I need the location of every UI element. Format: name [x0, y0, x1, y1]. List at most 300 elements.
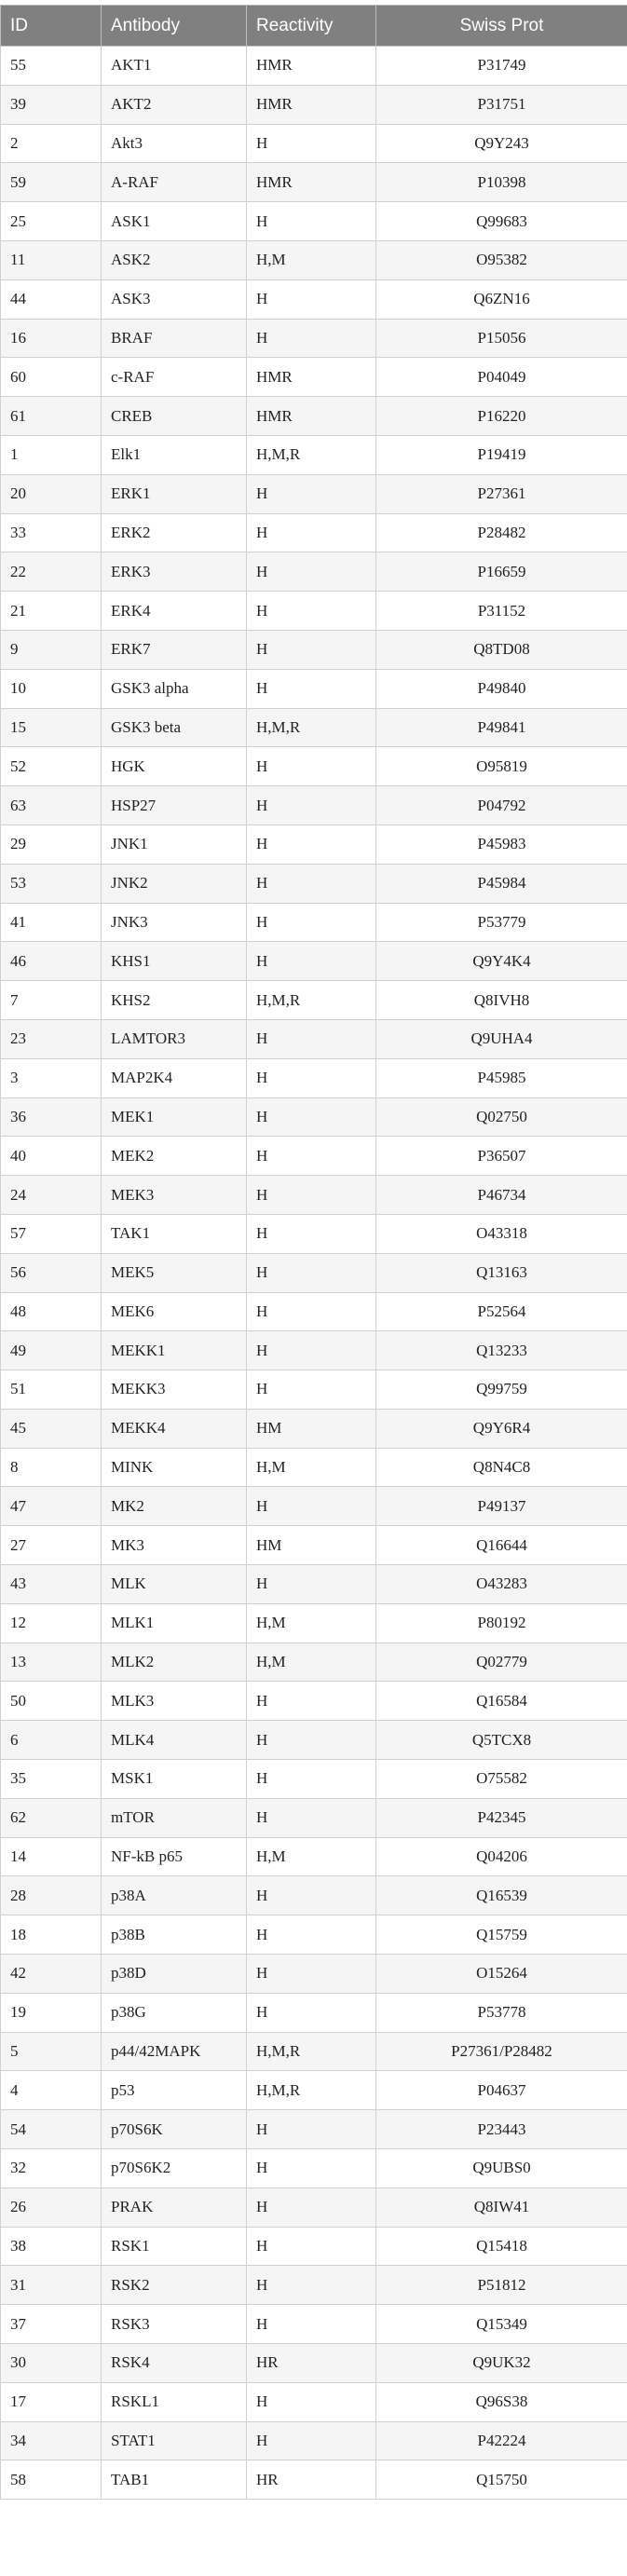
cell-antibody: MK2: [102, 1487, 247, 1526]
table-row: [1, 1603, 627, 1642]
table-row: [1, 124, 627, 163]
cell-id: 3: [1, 1058, 102, 1097]
cell-antibody: Elk1: [102, 435, 247, 474]
cell-reactivity: HMR: [247, 85, 376, 124]
table-row: [1, 1487, 627, 1526]
cell-swiss-prot: Q9UBS0: [376, 2149, 627, 2188]
cell-id: 17: [1, 2382, 102, 2421]
cell-antibody: p38A: [102, 1876, 247, 1915]
cell-swiss-prot: Q8IW41: [376, 2188, 627, 2227]
cell-id: 13: [1, 1642, 102, 1682]
cell-reactivity: H: [247, 1176, 376, 1215]
cell-antibody: RSK4: [102, 2344, 247, 2383]
cell-id: 48: [1, 1292, 102, 1331]
cell-swiss-prot: P49840: [376, 669, 627, 708]
table-row: [1, 1409, 627, 1448]
cell-swiss-prot: Q13233: [376, 1331, 627, 1370]
cell-id: 38: [1, 2227, 102, 2266]
table-row: [1, 1137, 627, 1176]
cell-antibody: LAMTOR3: [102, 1019, 247, 1058]
cell-antibody: ERK3: [102, 552, 247, 592]
table-row: [1, 981, 627, 1020]
cell-swiss-prot: O75582: [376, 1760, 627, 1799]
cell-swiss-prot: O95382: [376, 240, 627, 279]
cell-antibody: ERK1: [102, 474, 247, 513]
table-row: [1, 1565, 627, 1604]
cell-antibody: AKT2: [102, 85, 247, 124]
table-row: [1, 1955, 627, 1994]
cell-antibody: MSK1: [102, 1760, 247, 1799]
cell-swiss-prot: P42345: [376, 1798, 627, 1837]
cell-swiss-prot: Q6ZN16: [376, 279, 627, 319]
table-row: [1, 1176, 627, 1215]
cell-reactivity: HR: [247, 2460, 376, 2500]
cell-antibody: MEK5: [102, 1253, 247, 1292]
cell-reactivity: H: [247, 2421, 376, 2460]
table-row: [1, 474, 627, 513]
table-row: [1, 1721, 627, 1760]
cell-antibody: GSK3 beta: [102, 708, 247, 747]
table-row: [1, 2266, 627, 2305]
cell-reactivity: H: [247, 513, 376, 552]
header-id: ID: [1, 6, 102, 47]
cell-reactivity: H,M: [247, 1642, 376, 1682]
table-row: [1, 2305, 627, 2344]
table-row: [1, 708, 627, 747]
cell-swiss-prot: P27361/P28482: [376, 2032, 627, 2071]
cell-reactivity: H: [247, 825, 376, 864]
cell-reactivity: H: [247, 1915, 376, 1955]
cell-id: 42: [1, 1955, 102, 1994]
cell-reactivity: HM: [247, 1409, 376, 1448]
cell-antibody: ASK3: [102, 279, 247, 319]
cell-id: 47: [1, 1487, 102, 1526]
table-row: [1, 1760, 627, 1799]
cell-id: 11: [1, 240, 102, 279]
cell-swiss-prot: Q15759: [376, 1915, 627, 1955]
cell-id: 37: [1, 2305, 102, 2344]
table-row: [1, 2460, 627, 2500]
cell-swiss-prot: O95819: [376, 747, 627, 786]
table-row: [1, 85, 627, 124]
table-row: [1, 2110, 627, 2149]
cell-id: 10: [1, 669, 102, 708]
cell-reactivity: H: [247, 1682, 376, 1721]
table-row: [1, 279, 627, 319]
cell-reactivity: H: [247, 1137, 376, 1176]
cell-antibody: NF-kB p65: [102, 1837, 247, 1876]
cell-id: 50: [1, 1682, 102, 1721]
cell-reactivity: H: [247, 1760, 376, 1799]
table-row: [1, 358, 627, 397]
cell-id: 53: [1, 864, 102, 903]
cell-swiss-prot: P42224: [376, 2421, 627, 2460]
cell-antibody: MLK2: [102, 1642, 247, 1682]
cell-swiss-prot: Q15750: [376, 2460, 627, 2500]
cell-swiss-prot: Q99683: [376, 202, 627, 241]
cell-antibody: MINK: [102, 1448, 247, 1487]
table-row: [1, 1448, 627, 1487]
cell-reactivity: H: [247, 1019, 376, 1058]
cell-reactivity: H: [247, 2305, 376, 2344]
cell-reactivity: H: [247, 630, 376, 669]
cell-antibody: MEK2: [102, 1137, 247, 1176]
cell-reactivity: H: [247, 2110, 376, 2149]
cell-reactivity: H: [247, 1565, 376, 1604]
cell-swiss-prot: P19419: [376, 435, 627, 474]
table-row: [1, 1253, 627, 1292]
cell-id: 23: [1, 1019, 102, 1058]
cell-reactivity: H,M: [247, 1603, 376, 1642]
cell-swiss-prot: Q02779: [376, 1642, 627, 1682]
cell-reactivity: H: [247, 1253, 376, 1292]
cell-antibody: c-RAF: [102, 358, 247, 397]
cell-id: 9: [1, 630, 102, 669]
cell-antibody: MEK3: [102, 1176, 247, 1215]
header-swiss-prot: Swiss Prot: [376, 6, 627, 47]
cell-id: 22: [1, 552, 102, 592]
table-row: [1, 1915, 627, 1955]
cell-reactivity: H: [247, 1721, 376, 1760]
cell-id: 32: [1, 2149, 102, 2188]
cell-swiss-prot: Q04206: [376, 1837, 627, 1876]
cell-antibody: ERK4: [102, 592, 247, 631]
cell-antibody: Akt3: [102, 124, 247, 163]
table-row: [1, 786, 627, 825]
table-row: [1, 1097, 627, 1137]
cell-reactivity: H: [247, 942, 376, 981]
cell-swiss-prot: Q96S38: [376, 2382, 627, 2421]
cell-id: 41: [1, 903, 102, 942]
cell-swiss-prot: P53779: [376, 903, 627, 942]
cell-id: 62: [1, 1798, 102, 1837]
header-reactivity: Reactivity: [247, 6, 376, 47]
cell-reactivity: H: [247, 2266, 376, 2305]
cell-id: 27: [1, 1526, 102, 1565]
cell-antibody: TAB1: [102, 2460, 247, 2500]
cell-reactivity: H: [247, 552, 376, 592]
table-row: [1, 2382, 627, 2421]
table-row: [1, 825, 627, 864]
cell-antibody: RSK2: [102, 2266, 247, 2305]
cell-antibody: TAK1: [102, 1214, 247, 1253]
cell-swiss-prot: P31749: [376, 47, 627, 86]
cell-reactivity: H: [247, 1798, 376, 1837]
cell-swiss-prot: P10398: [376, 163, 627, 202]
cell-swiss-prot: P45984: [376, 864, 627, 903]
cell-id: 18: [1, 1915, 102, 1955]
cell-swiss-prot: P31751: [376, 85, 627, 124]
cell-antibody: CREB: [102, 397, 247, 436]
table-row: [1, 319, 627, 358]
cell-antibody: p38G: [102, 1993, 247, 2032]
cell-antibody: RSK1: [102, 2227, 247, 2266]
cell-id: 33: [1, 513, 102, 552]
table-row: [1, 2032, 627, 2071]
cell-reactivity: H: [247, 279, 376, 319]
cell-reactivity: HR: [247, 2344, 376, 2383]
cell-swiss-prot: P04637: [376, 2071, 627, 2110]
cell-id: 2: [1, 124, 102, 163]
cell-antibody: HSP27: [102, 786, 247, 825]
antibody-table: [0, 5, 627, 2500]
table-row: [1, 2344, 627, 2383]
cell-reactivity: H: [247, 1876, 376, 1915]
cell-reactivity: HMR: [247, 397, 376, 436]
cell-swiss-prot: P23443: [376, 2110, 627, 2149]
cell-id: 45: [1, 1409, 102, 1448]
table-row: [1, 1993, 627, 2032]
table-row: [1, 1837, 627, 1876]
table-row: [1, 47, 627, 86]
table-row: [1, 163, 627, 202]
cell-swiss-prot: P04792: [376, 786, 627, 825]
cell-reactivity: H: [247, 2227, 376, 2266]
cell-id: 16: [1, 319, 102, 358]
cell-reactivity: H: [247, 1993, 376, 2032]
cell-reactivity: H: [247, 747, 376, 786]
table-row: [1, 1876, 627, 1915]
cell-antibody: MLK4: [102, 1721, 247, 1760]
cell-swiss-prot: Q5TCX8: [376, 1721, 627, 1760]
table-row: [1, 397, 627, 436]
cell-swiss-prot: Q15349: [376, 2305, 627, 2344]
cell-id: 19: [1, 1993, 102, 2032]
cell-swiss-prot: P04049: [376, 358, 627, 397]
cell-antibody: MEK1: [102, 1097, 247, 1137]
cell-reactivity: H: [247, 1370, 376, 1410]
table-row: [1, 747, 627, 786]
cell-id: 55: [1, 47, 102, 86]
cell-reactivity: H,M: [247, 240, 376, 279]
table-row: [1, 903, 627, 942]
cell-swiss-prot: P80192: [376, 1603, 627, 1642]
cell-reactivity: H: [247, 1058, 376, 1097]
cell-antibody: RSK3: [102, 2305, 247, 2344]
cell-antibody: STAT1: [102, 2421, 247, 2460]
cell-reactivity: H: [247, 2188, 376, 2227]
cell-id: 46: [1, 942, 102, 981]
table-row: [1, 942, 627, 981]
cell-id: 21: [1, 592, 102, 631]
cell-reactivity: H,M: [247, 1837, 376, 1876]
table-row: [1, 630, 627, 669]
table-row: [1, 1370, 627, 1410]
cell-reactivity: H: [247, 669, 376, 708]
cell-id: 52: [1, 747, 102, 786]
cell-id: 7: [1, 981, 102, 1020]
cell-antibody: JNK1: [102, 825, 247, 864]
cell-antibody: JNK3: [102, 903, 247, 942]
cell-antibody: BRAF: [102, 319, 247, 358]
cell-swiss-prot: Q9UK32: [376, 2344, 627, 2383]
cell-reactivity: H,M,R: [247, 708, 376, 747]
cell-swiss-prot: Q9UHA4: [376, 1019, 627, 1058]
cell-antibody: MEKK3: [102, 1370, 247, 1410]
cell-reactivity: HMR: [247, 163, 376, 202]
cell-reactivity: H: [247, 1955, 376, 1994]
cell-swiss-prot: Q16644: [376, 1526, 627, 1565]
cell-swiss-prot: P16220: [376, 397, 627, 436]
cell-swiss-prot: P49841: [376, 708, 627, 747]
cell-swiss-prot: P36507: [376, 1137, 627, 1176]
table-body: [1, 47, 627, 2500]
cell-reactivity: HMR: [247, 358, 376, 397]
cell-id: 59: [1, 163, 102, 202]
cell-reactivity: H,M,R: [247, 2032, 376, 2071]
cell-swiss-prot: O15264: [376, 1955, 627, 1994]
cell-swiss-prot: P27361: [376, 474, 627, 513]
cell-reactivity: H: [247, 2149, 376, 2188]
cell-id: 30: [1, 2344, 102, 2383]
cell-swiss-prot: P45983: [376, 825, 627, 864]
cell-swiss-prot: P16659: [376, 552, 627, 592]
cell-antibody: MAP2K4: [102, 1058, 247, 1097]
cell-antibody: MLK1: [102, 1603, 247, 1642]
cell-reactivity: H,M,R: [247, 2071, 376, 2110]
cell-id: 39: [1, 85, 102, 124]
cell-swiss-prot: Q9Y6R4: [376, 1409, 627, 1448]
table-row: [1, 1019, 627, 1058]
cell-id: 36: [1, 1097, 102, 1137]
cell-antibody: MLK: [102, 1565, 247, 1604]
table-row: [1, 669, 627, 708]
cell-swiss-prot: Q8IVH8: [376, 981, 627, 1020]
cell-swiss-prot: Q8TD08: [376, 630, 627, 669]
cell-swiss-prot: Q8N4C8: [376, 1448, 627, 1487]
cell-id: 28: [1, 1876, 102, 1915]
cell-antibody: p44/42MAPK: [102, 2032, 247, 2071]
cell-reactivity: H: [247, 1097, 376, 1137]
cell-reactivity: H,M,R: [247, 981, 376, 1020]
cell-reactivity: H: [247, 2382, 376, 2421]
cell-swiss-prot: P51812: [376, 2266, 627, 2305]
cell-id: 54: [1, 2110, 102, 2149]
cell-reactivity: H: [247, 1214, 376, 1253]
cell-id: 57: [1, 1214, 102, 1253]
cell-antibody: p70S6K2: [102, 2149, 247, 2188]
table-row: [1, 1682, 627, 1721]
cell-antibody: PRAK: [102, 2188, 247, 2227]
table-row: [1, 1331, 627, 1370]
cell-id: 34: [1, 2421, 102, 2460]
cell-swiss-prot: Q13163: [376, 1253, 627, 1292]
cell-reactivity: H: [247, 864, 376, 903]
cell-swiss-prot: P15056: [376, 319, 627, 358]
table-header: [1, 6, 627, 47]
table-row: [1, 1798, 627, 1837]
cell-swiss-prot: O43283: [376, 1565, 627, 1604]
cell-id: 4: [1, 2071, 102, 2110]
cell-swiss-prot: P31152: [376, 592, 627, 631]
header-antibody: Antibody: [102, 6, 247, 47]
cell-swiss-prot: P49137: [376, 1487, 627, 1526]
table-row: [1, 864, 627, 903]
cell-antibody: A-RAF: [102, 163, 247, 202]
table-row: [1, 513, 627, 552]
cell-reactivity: H: [247, 319, 376, 358]
cell-id: 14: [1, 1837, 102, 1876]
cell-id: 43: [1, 1565, 102, 1604]
cell-swiss-prot: O43318: [376, 1214, 627, 1253]
cell-reactivity: H: [247, 202, 376, 241]
cell-swiss-prot: P46734: [376, 1176, 627, 1215]
cell-id: 20: [1, 474, 102, 513]
cell-antibody: ASK2: [102, 240, 247, 279]
table-row: [1, 592, 627, 631]
cell-reactivity: H: [247, 1487, 376, 1526]
cell-antibody: p38B: [102, 1915, 247, 1955]
cell-id: 6: [1, 1721, 102, 1760]
cell-reactivity: HM: [247, 1526, 376, 1565]
cell-swiss-prot: Q16539: [376, 1876, 627, 1915]
cell-antibody: HGK: [102, 747, 247, 786]
cell-id: 5: [1, 2032, 102, 2071]
table-row: [1, 435, 627, 474]
table-row: [1, 1292, 627, 1331]
cell-reactivity: H: [247, 592, 376, 631]
header-row: [1, 6, 627, 47]
cell-swiss-prot: Q9Y243: [376, 124, 627, 163]
cell-id: 12: [1, 1603, 102, 1642]
cell-swiss-prot: P53778: [376, 1993, 627, 2032]
cell-antibody: KHS2: [102, 981, 247, 1020]
table-row: [1, 1058, 627, 1097]
cell-antibody: KHS1: [102, 942, 247, 981]
table-row: [1, 1642, 627, 1682]
cell-id: 60: [1, 358, 102, 397]
cell-reactivity: H: [247, 1292, 376, 1331]
table-row: [1, 240, 627, 279]
cell-antibody: MEKK4: [102, 1409, 247, 1448]
cell-reactivity: H: [247, 474, 376, 513]
cell-reactivity: H: [247, 124, 376, 163]
cell-id: 56: [1, 1253, 102, 1292]
cell-id: 49: [1, 1331, 102, 1370]
cell-reactivity: H: [247, 1331, 376, 1370]
cell-id: 29: [1, 825, 102, 864]
cell-id: 25: [1, 202, 102, 241]
cell-swiss-prot: Q9Y4K4: [376, 942, 627, 981]
table-row: [1, 2188, 627, 2227]
cell-swiss-prot: Q15418: [376, 2227, 627, 2266]
table-row: [1, 1214, 627, 1253]
table-row: [1, 2421, 627, 2460]
cell-id: 61: [1, 397, 102, 436]
cell-id: 31: [1, 2266, 102, 2305]
cell-antibody: MLK3: [102, 1682, 247, 1721]
cell-id: 51: [1, 1370, 102, 1410]
cell-antibody: ERK2: [102, 513, 247, 552]
cell-id: 63: [1, 786, 102, 825]
cell-swiss-prot: Q16584: [376, 1682, 627, 1721]
cell-id: 24: [1, 1176, 102, 1215]
cell-id: 26: [1, 2188, 102, 2227]
cell-id: 44: [1, 279, 102, 319]
cell-swiss-prot: Q02750: [376, 1097, 627, 1137]
table-row: [1, 2149, 627, 2188]
cell-antibody: ERK7: [102, 630, 247, 669]
cell-antibody: p53: [102, 2071, 247, 2110]
table-row: [1, 1526, 627, 1565]
cell-antibody: MEK6: [102, 1292, 247, 1331]
cell-id: 40: [1, 1137, 102, 1176]
cell-swiss-prot: P28482: [376, 513, 627, 552]
cell-id: 8: [1, 1448, 102, 1487]
table-row: [1, 202, 627, 241]
cell-reactivity: H: [247, 903, 376, 942]
cell-id: 15: [1, 708, 102, 747]
